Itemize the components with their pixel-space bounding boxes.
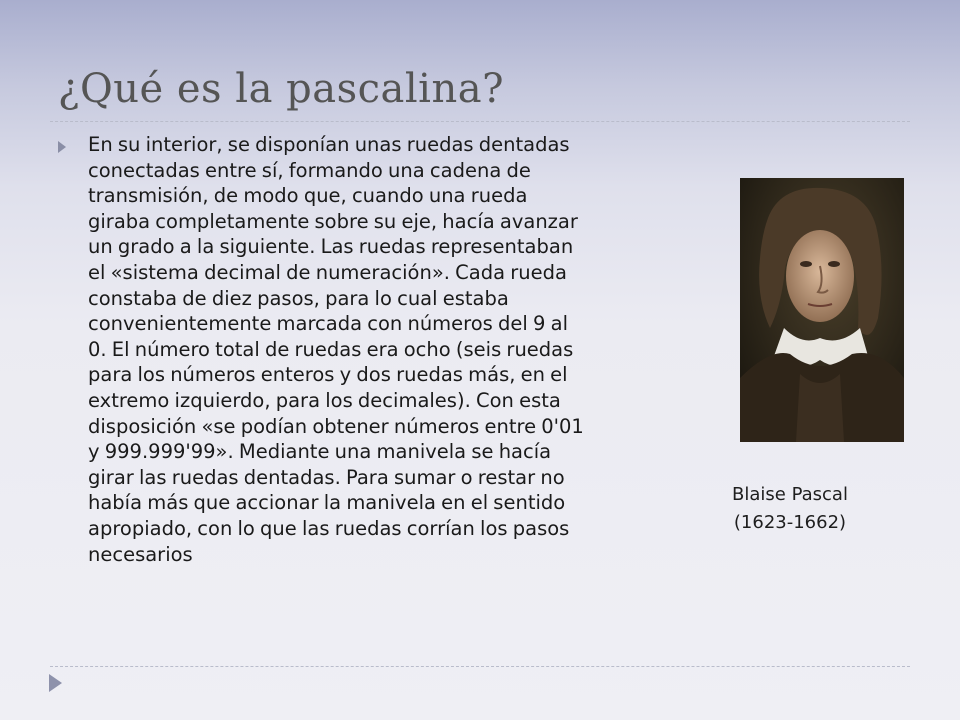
caption-years: (1623-1662) [733, 512, 847, 533]
title-divider [50, 121, 910, 122]
footer-divider [50, 666, 910, 667]
caption-name: Blaise Pascal [732, 484, 848, 505]
body-paragraph: En su interior, se disponían unas ruedas dentadas conectadas entre sí, formando una cadena de transmisión, de modo que, cuando una rueda giraba completamente sobre su eje, hacía avanzar un grado a la siguiente. Las ruedas representaban el «sistema decimal de numeración». Cada rueda constaba de diez pasos, para lo cual estaba convenientemente marcada con números del 9 al 0. El número total de ruedas era ocho (seis ruedas para los números enteros y dos ruedas más, en el extremo izquierdo, para los decimales). Con esta disposición «se podían obtener números entre 0'01 y 999.999'99». Mediante una manivela se hacía girar las ruedas dentadas. Para sumar o restar no había más que accionar la manivela en el sentido apropiado, con lo que las ruedas corrían los pasos necesarios [88, 133, 584, 566]
bullet-arrow-icon [58, 141, 66, 153]
next-slide-arrow-icon[interactable] [49, 674, 62, 692]
slide-title: ¿Qué es la pascalina? [58, 66, 505, 112]
portrait-image [740, 178, 904, 442]
portrait-drawing [740, 178, 904, 442]
portrait-caption [700, 481, 880, 537]
